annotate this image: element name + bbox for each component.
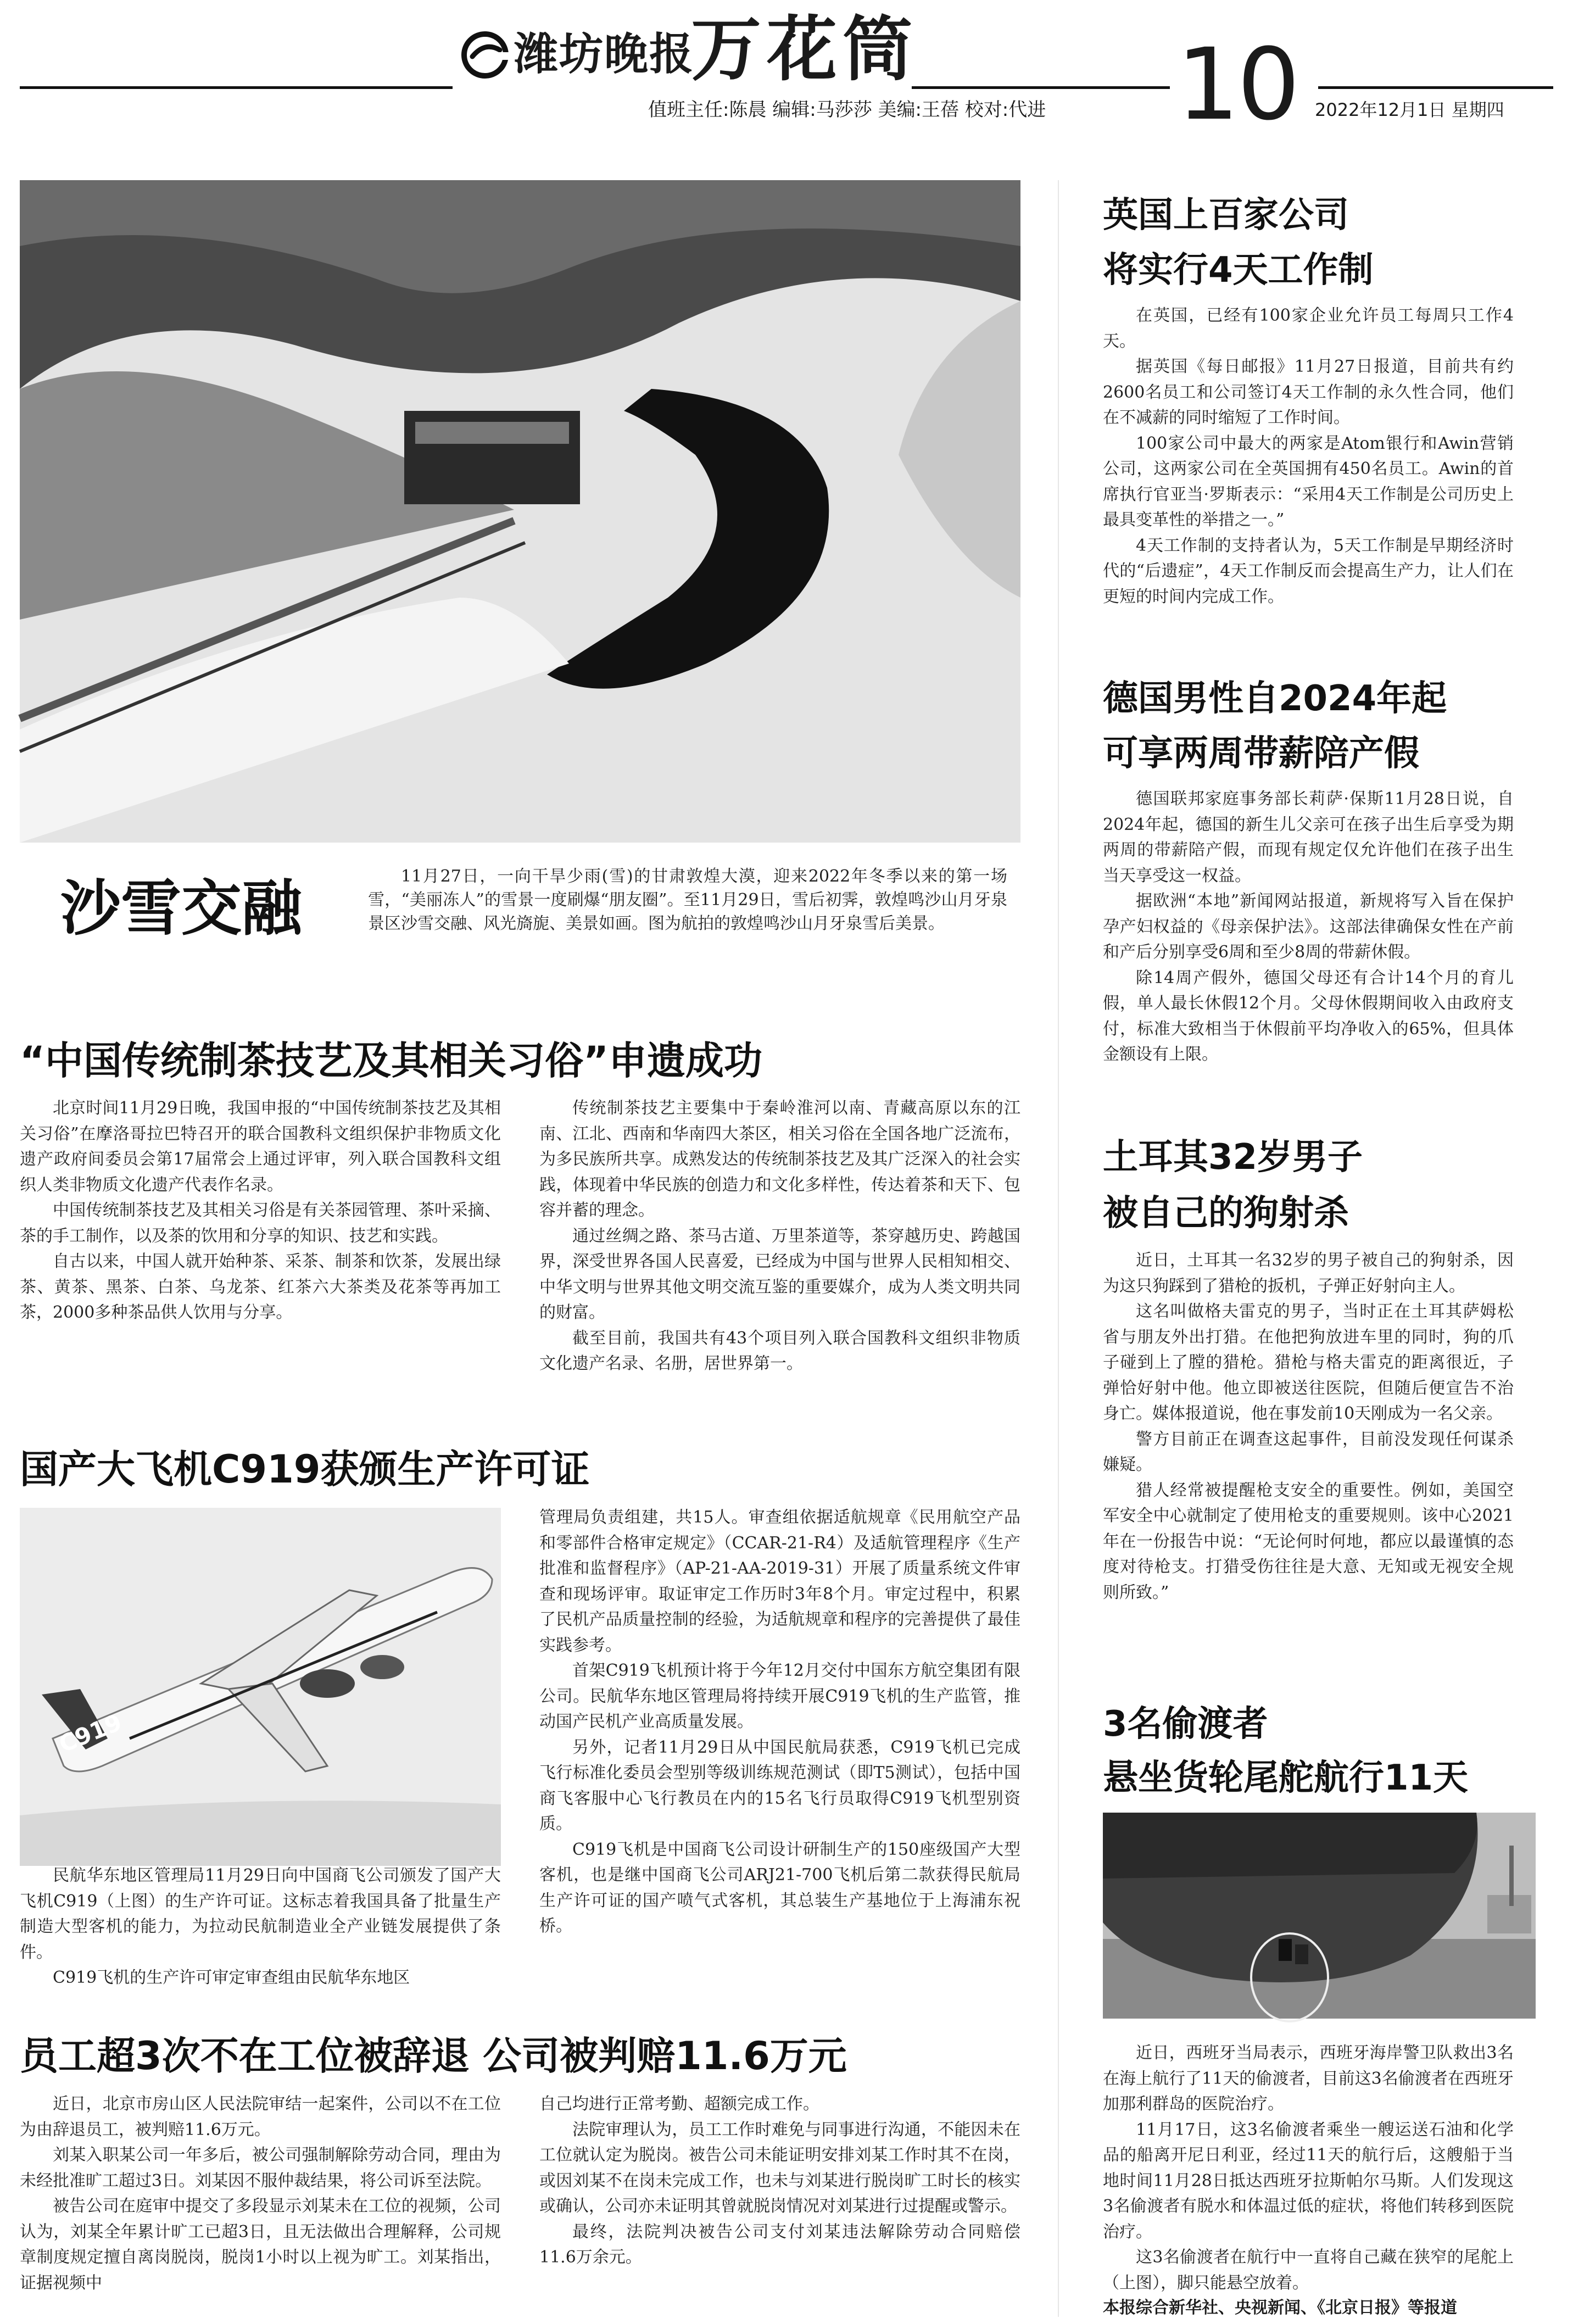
paragraph: 近日，北京市房山区人民法院审结一起案件，公司以不在工位为由辞退员工，被判赔11.6万元。 bbox=[20, 2094, 501, 2139]
employee-column-1 bbox=[20, 2092, 501, 2322]
paragraph: 警方目前正在调查这起事件，目前没发现任何谋杀嫌疑。 bbox=[1103, 1429, 1514, 1474]
uk-headline-line-2: 将实行4天工作制 bbox=[1103, 250, 1374, 291]
newspaper-name: 潍坊晚报 bbox=[514, 28, 694, 80]
page-number: 10 bbox=[1176, 27, 1298, 142]
masthead-rule-mid bbox=[912, 86, 1170, 89]
paragraph: C919飞机是中国商飞公司设计研制生产的150座级国产大型客机，也是继中国商飞公司ARJ21-700飞机后第二款获得民航局生产许可证的国产喷气式客机，其总装生产基地位于上海浦东祝桥。 bbox=[539, 1840, 1020, 1936]
paragraph: 刘某入职某公司一年多后，被公司强制解除劳动合同，理由为未经批准旷工超过3日。刘某因不服仲裁结果，将公司诉至法院。 bbox=[20, 2145, 501, 2191]
staff-credits: 值班主任:陈晨 编辑:马莎莎 美编:王蓓 校对:代进 bbox=[648, 99, 1046, 121]
issue-date: 2022年12月1日 星期四 bbox=[1315, 99, 1504, 120]
paragraph: 中国传统制茶技艺及其相关习俗是有关茶园管理、茶叶采摘、茶的手工制作，以及茶的饮用和分享的知识、技艺和实践。 bbox=[20, 1201, 501, 1246]
section-title: 万花筒 bbox=[691, 8, 919, 91]
paragraph: 据欧洲“本地”新闻网站报道，新规将写入旨在保护孕产妇权益的《母亲保护法》。这部法律确保女性在产前和产后分别享受6周和至少8周的带薪休假。 bbox=[1103, 891, 1514, 962]
tea-column-2 bbox=[539, 1096, 1020, 1409]
cargo-ship-rudder-photo bbox=[1103, 1813, 1536, 2019]
paragraph: 通过丝绸之路、茶马古道、万里茶道等，茶穿越历史、跨越国界，深受世界各国人民喜爱，已经成为中国与世界人民相知相交、中华文明与世界其他文明交流互鉴的重要媒介，成为人类文明共同的财富。 bbox=[539, 1226, 1020, 1322]
paragraph: 猎人经常被提醒枪支安全的重要性。例如，美国空军安全中心就制定了使用枪支的重要规则。该中心2021年在一份报告中说：“无论何时何地，都应以最谨慎的态度对待枪支。打猎受伤往往是大意、无知或无视安全规则所致。” bbox=[1103, 1480, 1514, 1602]
feature-photo-title: 沙雪交融 bbox=[60, 873, 302, 944]
paragraph: 在英国，已经有100家企业允许员工每周只工作4天。 bbox=[1103, 306, 1514, 351]
column-divider bbox=[1058, 180, 1059, 2317]
source-credit: 本报综合新华社、央视新闻、《北京日报》等报道 bbox=[1103, 2298, 1457, 2317]
c919-plane-photo bbox=[20, 1508, 501, 1866]
turkey-headline-line-1: 土耳其32岁男子 bbox=[1103, 1137, 1363, 1178]
c919-headline: 国产大飞机C919获颁生产许可证 bbox=[20, 1447, 590, 1492]
tea-column-1 bbox=[20, 1096, 501, 1409]
svg-text:C919: C919 bbox=[55, 1708, 126, 1758]
c919-column-1 bbox=[20, 1863, 501, 1998]
paragraph: 民航华东地区管理局11月29日向中国商飞公司颁发了国产大飞机C919（上图）的生产许可证。这标志着我国具备了批量生产制造大型客机的能力，为拉动民航制造业全产业链发展提供了条件。 bbox=[20, 1866, 501, 1962]
germany-headline-line-2: 可享两周带薪陪产假 bbox=[1103, 733, 1419, 774]
desert-snow-photo bbox=[20, 180, 1020, 843]
germany-body bbox=[1103, 787, 1514, 1128]
stowaways-headline-line-1: 3名偷渡者 bbox=[1103, 1704, 1268, 1745]
c919-column-2 bbox=[539, 1505, 1020, 1998]
uk-headline-line-1: 英国上百家公司 bbox=[1103, 195, 1349, 236]
employee-column-2 bbox=[539, 2092, 1020, 2322]
paragraph: 传统制茶技艺主要集中于秦岭淮河以南、青藏高原以东的江南、江北、西南和华南四大茶区，相关习俗在全国各地广泛流布，为多民族所共享。成熟发达的传统制茶技艺及其广泛深入的社会实践，体现着中华民族的创造力和文化多样性，传达着茶和天下、包容并蓄的理念。 bbox=[539, 1099, 1020, 1220]
paragraph: 11月17日，这3名偷渡者乘坐一艘运送石油和化学品的船离开尼日利亚，经过11天的航行后，这艘船于当地时间11月28日抵达西班牙拉斯帕尔马斯。人们发现这3名偷渡者有脱水和体温过低的症状，将他们转移到医院治疗。 bbox=[1103, 2120, 1514, 2242]
uk-body bbox=[1103, 303, 1514, 638]
paragraph: 这3名偷渡者在航行中一直将自己藏在狭窄的尾舵上（上图），脚只能悬空放着。 bbox=[1103, 2248, 1514, 2293]
stowaways-headline-line-2: 悬坐货轮尾舵航行11天 bbox=[1103, 1758, 1469, 1798]
paragraph: 近日，土耳其一名32岁的男子被自己的狗射杀，因为这只狗踩到了猎枪的扳机，子弹正好射向主人。 bbox=[1103, 1251, 1514, 1296]
newspaper-logo-icon bbox=[460, 30, 510, 80]
stowaways-body bbox=[1103, 2041, 1514, 2293]
paragraph: 据英国《每日邮报》11月27日报道，目前共有约2600名员工和公司签订4天工作制的永久性合同，他们在不减薪的同时缩短了工作时间。 bbox=[1103, 357, 1514, 427]
paragraph: 德国联邦家庭事务部长莉萨·保斯11月28日说，自2024年起，德国的新生儿父亲可在孩子出生后享受为期两周的带薪陪产假，而现有规定仅允许他们在孩子出生当天享受这一权益。 bbox=[1103, 789, 1514, 885]
paragraph: 管理局负责组建，共15人。审查组依据适航规章《民用航空产品和零部件合格审定规定》（CCAR-21-R4）及适航管理程序《生产批准和监督程序》（AP-21-AA-2019-31）开展了质量系统文件审查和现场评审。取证审定工作历时3年8个月。审定过程中，积累了民机产品质量控制的经验，为适航规章和程序的完善提供了最佳实践参考。 bbox=[539, 1508, 1020, 1655]
feature-photo-caption: 11月27日，一向干旱少雨(雪)的甘肃敦煌大漠，迎来2022年冬季以来的第一场雪，“美丽冻人”的雪景一度刷爆“朋友圈”。至11月29日，雪后初霁，敦煌鸣沙山月牙泉景区沙雪交融、风光旖旎、美景如画。图为航拍的敦煌鸣沙山月牙泉雪后美景。 bbox=[368, 867, 1007, 933]
masthead-rule-right bbox=[1318, 86, 1553, 89]
turkey-headline-line-2: 被自己的狗射杀 bbox=[1103, 1193, 1349, 1234]
employee-headline: 员工超3次不在工位被辞退 公司被判赔11.6万元 bbox=[20, 2033, 847, 2078]
paragraph: 除14周产假外，德国父母还有合计14个月的育儿假，单人最长休假12个月。父母休假期间收入由政府支付，标准大致相当于休假前平均净收入的65%，但具体金额设有上限。 bbox=[1103, 968, 1514, 1064]
paragraph: 法院审理认为，员工工作时难免与同事进行沟通，不能因未在工位就认定为脱岗。被告公司未能证明安排刘某工作时其不在岗，或因刘某不在岗未完成工作，也未与刘某进行脱岗旷工时长的核实或确认，公司亦未证明其曾就脱岗情况对刘某进行过提醒或警示。 bbox=[539, 2120, 1020, 2216]
paragraph: C919飞机的生产许可审定审查组由民航华东地区 bbox=[53, 1968, 410, 1987]
germany-headline-line-1: 德国男性自2024年起 bbox=[1103, 678, 1447, 719]
paragraph: 首架C919飞机预计将于今年12月交付中国东方航空集团有限公司。民航华东地区管理局将持续开展C919飞机的生产监管，推动国产民机产业高质量发展。 bbox=[539, 1661, 1020, 1731]
masthead-rule-left bbox=[20, 86, 453, 89]
paragraph: 截至目前，我国共有43个项目列入联合国教科文组织非物质文化遗产名录、名册，居世界第一。 bbox=[539, 1328, 1020, 1373]
paragraph: 这名叫做格夫雷克的男子，当时正在土耳其萨姆松省与朋友外出打猎。在他把狗放进车里的同时，狗的爪子碰到上了膛的猎枪。猎枪与格夫雷克的距离很近，子弹恰好射中他。他立即被送往医院，但随后便宣告不治身亡。媒体报道说，他在事发前10天刚成为一名父亲。 bbox=[1103, 1302, 1514, 1423]
paragraph: 被告公司在庭审中提交了多段显示刘某未在工位的视频，公司认为，刘某全年累计旷工已超3日，且无法做出合理解释，公司规章制度规定擅自离岗脱岗，脱岗1小时以上视为旷工。刘某指出，证据视频中 bbox=[20, 2197, 501, 2293]
paragraph: 自己均进行正常考勤、超额完成工作。 bbox=[539, 2094, 819, 2114]
tea-headline: “中国传统制茶技艺及其相关习俗”申遗成功 bbox=[20, 1038, 763, 1083]
paragraph: 最终，法院判决被告公司支付刘某违法解除劳动合同赔偿11.6万余元。 bbox=[539, 2222, 1020, 2267]
paragraph: 100家公司中最大的两家是Atom银行和Awin营销公司，这两家公司在全英国拥有450名员工。Awin的首席执行官亚当·罗斯表示：“采用4天工作制是公司历史上最具变革性的举措之一。” bbox=[1103, 433, 1514, 530]
paragraph: 近日，西班牙当局表示，西班牙海岸警卫队救出3名在海上航行了11天的偷渡者，目前这3名偷渡者在西班牙加那利群岛的医院治疗。 bbox=[1103, 2043, 1514, 2114]
paragraph: 4天工作制的支持者认为，5天工作制是早期经济时代的“后遗症”，4天工作制反而会提高生产力，让人们在更短的时间内完成工作。 bbox=[1103, 536, 1514, 606]
turkey-body bbox=[1103, 1248, 1514, 1663]
paragraph: 另外，记者11月29日从中国民航局获悉，C919飞机已完成飞行标准化委员会型别等级训练规范测试（即T5测试），包括中国商飞客服中心飞行教员在内的15名飞行员取得C919飞机型别资质。 bbox=[539, 1737, 1020, 1833]
paragraph: 自古以来，中国人就开始种茶、采茶、制茶和饮茶，发展出绿茶、黄茶、黑茶、白茶、乌龙茶、红茶六大茶类及花茶等再加工茶，2000多种茶品供人饮用与分享。 bbox=[20, 1252, 501, 1322]
paragraph: 北京时间11月29日晚，我国申报的“中国传统制茶技艺及其相关习俗”在摩洛哥拉巴特召开的联合国教科文组织保护非物质文化遗产政府间委员会第17届常会上通过评审，列入联合国教科文组织人类非物质文化遗产代表作名录。 bbox=[20, 1099, 501, 1195]
